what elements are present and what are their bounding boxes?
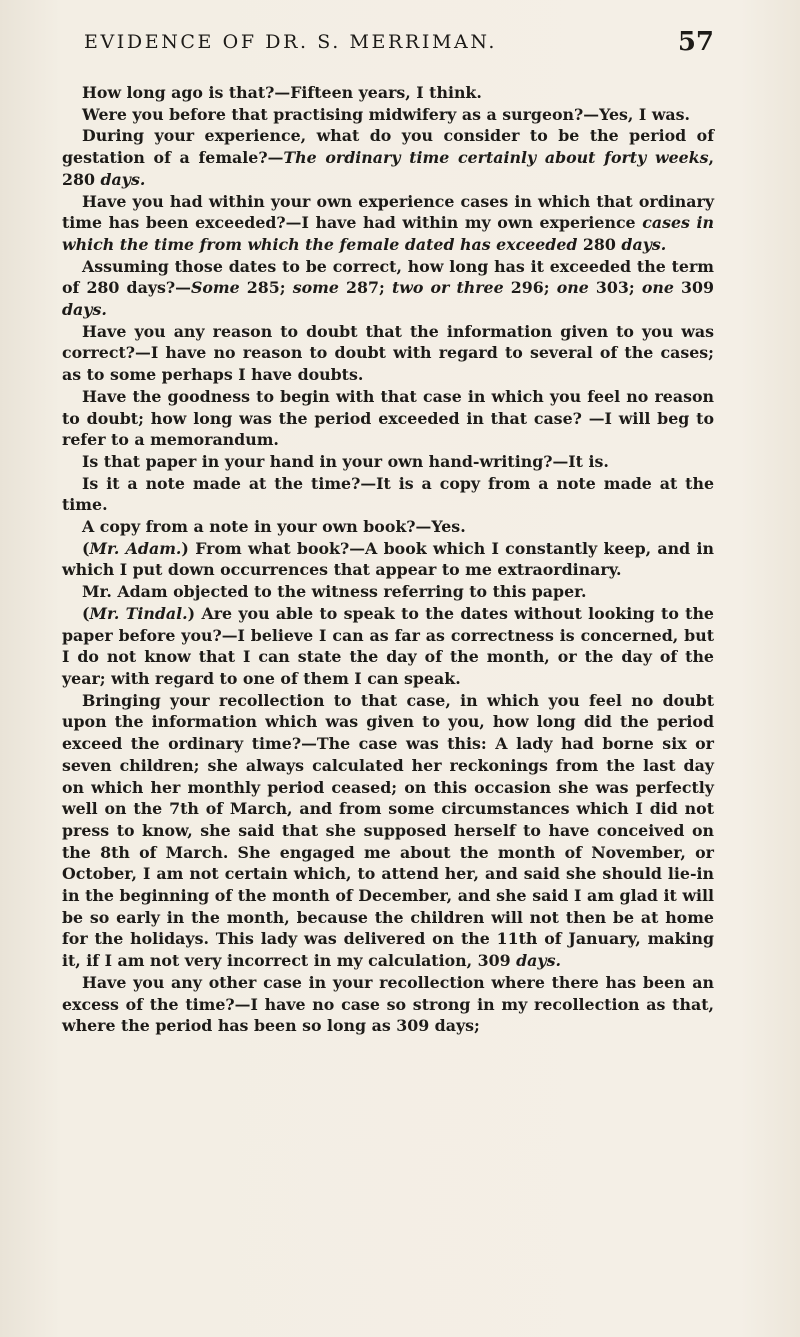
italic-text: Mr. Tindal. [89, 603, 188, 623]
text-run: ) From what book?—A book which I constantly keep, and in which I put down occurrences that appear to me extraordinary. [62, 538, 714, 580]
paragraph [62, 82, 714, 104]
page-number: 57 [677, 27, 714, 57]
paragraph [62, 386, 714, 451]
text-run: Assuming those dates to be correct, how long has it exceeded the term of 280 days?— [62, 256, 714, 298]
text-run: Bringing your recollection to that case, in which you feel no doubt upon the information which was given to you, how long did the period exceed the ordinary time?—The case was this: A lady had borne six or seven children; she always calculated her reckonings from the last day on which her monthly period ceased; on this occasion she was perfectly well on the 7th of March, and from some circumstances which I did not press to know, she said that she supposed herself to have conceived on the 8th of March. She engaged me about the month of November, or October, I am not certain which, to attend her, and said she should lie-in in the beginning of the month of December, and she said I am glad it will be so early in the month, because the children will not then be at home for the holidays. This lady was delivered on the 11th of January, making it, if I am not very incorrect in my calculation, 309 [62, 690, 714, 971]
text-run: During your experience, what do you consider to be the period of gestation of a female?— [62, 126, 714, 168]
text-run: A copy from a note in your own book?—Yes. [82, 517, 466, 537]
text-run: How long ago is that?—Fifteen years, I think. [82, 83, 482, 102]
paragraph [62, 581, 714, 603]
paragraph [62, 690, 714, 972]
italic-text: Some [190, 278, 240, 298]
text-run: Have you any other case in your recollection where there has been an excess of the time?—I have no case so strong in my recollection as that, where the period has been so long as 309 days; [62, 972, 714, 1036]
text-run: 285; [239, 278, 293, 298]
text-run: Is that paper in your hand in your own hand-writing?—It is. [82, 451, 609, 471]
italic-text: Mr. Adam. [89, 538, 182, 558]
paragraph [62, 972, 714, 1037]
text-run: , 280 [62, 148, 715, 189]
italic-text: two or three [391, 278, 504, 298]
text-run: 309 [673, 278, 714, 298]
paragraph [62, 256, 714, 321]
paragraph [62, 451, 714, 473]
italic-text: days. [621, 234, 667, 254]
paragraph [62, 603, 714, 690]
paragraph [62, 473, 714, 516]
italic-text: days. [100, 169, 146, 189]
paragraph [62, 125, 714, 190]
text-run: Have you any reason to doubt that the information given to you was correct?—I have no reason to doubt with regard to several of the cases; as to some perhaps I have doubts. [62, 321, 714, 385]
text-run: Is it a note made at the time?—It is a copy from a note made at the time. [62, 473, 714, 515]
italic-text: The ordinary time certainly about forty weeks [283, 148, 709, 168]
text-run: Were you before that practising midwifery as a surgeon?—Yes, I was. [82, 104, 691, 124]
text-run: Have the goodness to begin with that case in which you feel no reason to doubt; how long was the period exceeded in that case? —I will beg to refer to a memorandum. [62, 386, 714, 450]
paragraph [62, 321, 714, 386]
italic-text: days. [516, 951, 561, 971]
text-run: ( [82, 603, 90, 623]
paragraph [62, 104, 714, 126]
text-run: ) Are you able to speak to the dates without looking to the paper before you?—I believe I can as far as correctness is concerned, but I do not know that I can state the day of the month, or the day of the year; with regard to one of them I can speak. [62, 603, 714, 688]
italic-text: one [641, 278, 674, 298]
text-run: 287; [338, 278, 392, 298]
text-run: ( [82, 538, 90, 558]
text-run: Have you had within your own experience cases in which that ordinary time has been exceeded?—I have had within my own experience [62, 191, 714, 233]
page-header [62, 22, 714, 62]
text-run: 296; [503, 278, 557, 298]
italic-text: some [292, 278, 339, 298]
paragraph [62, 191, 714, 256]
italic-text: cases in which the time from which the female dated has exceeded [62, 213, 714, 254]
text-run: Mr. Adam objected to the witness referring to this paper. [82, 582, 587, 602]
paragraph [62, 516, 714, 538]
text-run: 280 [577, 234, 622, 254]
paragraph [62, 538, 714, 581]
document-body [62, 82, 714, 1037]
running-head: EVIDENCE OF DR. S. MERRIMAN. [84, 31, 497, 53]
italic-text: days. [62, 300, 107, 320]
italic-text: one [556, 278, 589, 298]
text-run: 303; [588, 278, 642, 298]
